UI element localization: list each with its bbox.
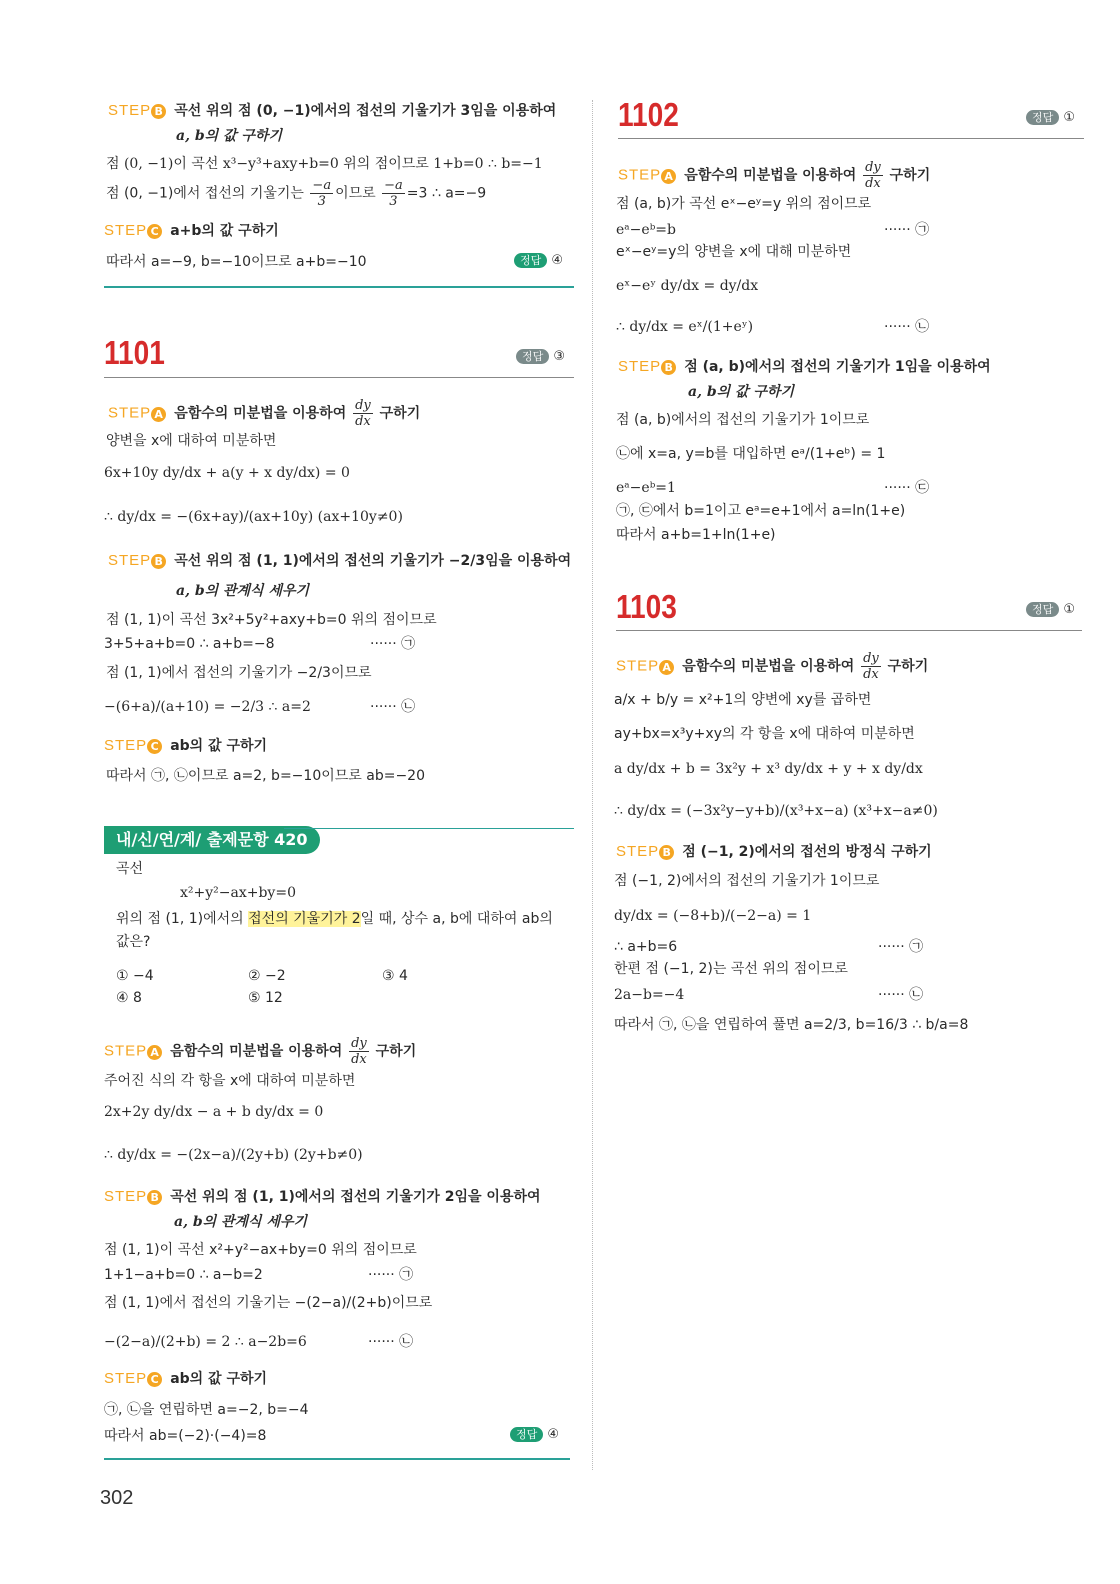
equation-marker: ······ ㉡ <box>370 699 416 715</box>
equation: ∴ dy/dx = (−3x²y−y+b)/(x³+x−a) (x³+x−a≠0) <box>614 803 938 819</box>
solution-line: ㉠, ㉢에서 b=1이고 eᵃ=e+1에서 a=ln(1+e) <box>616 503 906 519</box>
solution-line: 점 (1, 1)이 곡선 3x²+5y²+axy+b=0 위의 점이므로 <box>106 612 437 628</box>
choice: ② −2 <box>248 968 286 984</box>
solution-line: ㉠, ㉡을 연립하면 a=−2, b=−4 <box>104 1402 309 1418</box>
solution-line: 점 (0, −1)이 곡선 x³−y³+axy+b=0 위의 점이므로 1+b=0 ∴ b=−1 <box>106 156 543 172</box>
step-b-subtitle: a, b의 관계식 세우기 <box>174 1214 308 1230</box>
problem-rule <box>104 377 574 378</box>
solution-line: 점 (1, 1)이 곡선 x²+y²−ax+by=0 위의 점이므로 <box>104 1242 417 1258</box>
equation: ∴ dy/dx = −(2x−a)/(2y+b) (2y+b≠0) <box>104 1147 363 1163</box>
choice: ① −4 <box>116 968 154 984</box>
step-b-subtitle: a, b의 값 구하기 <box>688 384 794 400</box>
tag-rule <box>284 828 574 829</box>
page-number: 302 <box>100 1487 134 1509</box>
step-a-header: STEP A 음함수의 미분법을 이용하여 $\frac{dy}{dx}$ 구하기 <box>104 1036 417 1067</box>
equation: ∴ dy/dx = eˣ/(1+eʸ) <box>616 319 754 335</box>
column-divider <box>592 100 593 1470</box>
equation: eᵃ−eᵇ=b <box>616 222 676 238</box>
equation: dy/dx = (−8+b)/(−2−a) = 1 <box>614 908 812 924</box>
solution-line: 양변을 x에 대하여 미분하면 <box>106 433 277 449</box>
step-b-subtitle: a, b의 값 구하기 <box>176 128 282 144</box>
highlight: 접선의 기울기가 2 <box>248 911 361 927</box>
equation-marker: ······ ㉠ <box>368 1267 414 1283</box>
problem-number: 1103 <box>616 588 677 625</box>
solution-line: ㉡에 x=a, y=b를 대입하면 eᵃ/(1+eᵇ) = 1 <box>616 446 886 462</box>
solution-line: 따라서 ㉠, ㉡이므로 a=2, b=−10이므로 ab=−20 <box>106 768 425 784</box>
answer-badge: 정답 ③ <box>516 349 565 364</box>
equation: −(2−a)/(2+b) = 2 ∴ a−2b=6 <box>104 1334 307 1350</box>
solution-line: 주어진 식의 각 항을 x에 대하여 미분하면 <box>104 1073 356 1089</box>
answer-badge: 정답 ① <box>1026 602 1075 617</box>
step-b-header: STEP B 곡선 위의 점 (1, 1)에서의 접선의 기울기가 2임을 이용하여 <box>104 1188 541 1205</box>
solution-line: eˣ−eʸ=y의 양변을 x에 대해 미분하면 <box>616 244 852 260</box>
solution-line: 1+1−a+b=0 ∴ a−b=2 <box>104 1267 263 1283</box>
equation: 2a−b=−4 <box>614 987 685 1003</box>
step-a-header: STEP A 음함수의 미분법을 이용하여 $\frac{dy}{dx}$ 구하기 <box>108 398 421 429</box>
question-text: 위의 점 (1, 1)에서의 접선의 기울기가 2일 때, 상수 a, b에 대하여 ab의 <box>116 911 553 927</box>
step-a-header: STEP A 음함수의 미분법을 이용하여 $\frac{dy}{dx}$ 구하기 <box>618 160 931 191</box>
section-divider <box>104 1458 570 1460</box>
solution-line: 점 (1, 1)에서 접선의 기울기가 −2/3이므로 <box>106 665 372 681</box>
step-c-header: STEP C ab의 값 구하기 <box>104 737 268 754</box>
solution-line: 점 (0, −1)에서 접선의 기울기는 $\frac{-a}{3}$ 이므로 $\frac{-a}{3}$ =3 ∴ a=−9 <box>106 178 487 209</box>
solution-line: ay+bx=x³y+xy의 각 항을 x에 대하여 미분하면 <box>614 726 915 742</box>
solution-line: 3+5+a+b=0 ∴ a+b=−8 <box>104 636 275 652</box>
equation: 2x+2y dy/dx − a + b dy/dx = 0 <box>104 1104 324 1120</box>
equation-marker: ······ ㉡ <box>878 987 924 1003</box>
equation-marker: ······ ㉢ <box>884 480 930 496</box>
step-b-header: STEP B 곡선 위의 점 (0, −1)에서의 접선의 기울기가 3임을 이용하여 <box>108 102 557 119</box>
equation-marker: ······ ㉠ <box>884 222 930 238</box>
equation-marker: ······ ㉡ <box>368 1334 414 1350</box>
problem-number: 1101 <box>104 334 165 371</box>
problem-rule <box>616 630 1082 631</box>
step-a-header: STEP A 음함수의 미분법을 이용하여 $\frac{dy}{dx}$ 구하기 <box>616 651 929 682</box>
question-equation: x²+y²−ax+by=0 <box>180 885 296 901</box>
solution-line: 따라서 a=−9, b=−10이므로 a+b=−10 <box>106 254 367 270</box>
equation: ∴ dy/dx = −(6x+ay)/(ax+10y) (ax+10y≠0) <box>104 509 403 525</box>
solution-line: 따라서 ㉠, ㉡을 연립하여 풀면 a=2/3, b=16/3 ∴ b/a=8 <box>614 1017 969 1033</box>
equation-marker: ······ ㉡ <box>884 319 930 335</box>
choice: ④ 8 <box>116 990 142 1006</box>
problem-number: 1102 <box>618 96 679 133</box>
solution-line: ∴ a+b=6 <box>614 939 678 955</box>
question-text: 곡선 <box>116 861 144 877</box>
problem-rule <box>618 138 1084 139</box>
linked-problem-tag: 내/신/연/계/ 출제문항 420 <box>104 826 320 854</box>
choice: ③ 4 <box>382 968 408 984</box>
step-c-header: STEP C ab의 값 구하기 <box>104 1370 268 1387</box>
solution-line: 따라서 a+b=1+ln(1+e) <box>616 527 776 543</box>
solution-line: 점 (1, 1)에서 접선의 기울기는 −(2−a)/(2+b)이므로 <box>104 1295 433 1311</box>
question-text: 값은? <box>116 934 151 950</box>
step-c-header: STEP C a+b의 값 구하기 <box>104 222 279 239</box>
choice: ⑤ 12 <box>248 990 283 1006</box>
section-divider <box>104 286 574 288</box>
step-b-header: STEP B 곡선 위의 점 (1, 1)에서의 접선의 기울기가 −2/3임을 이용하여 <box>108 552 572 569</box>
equation: eᵃ−eᵇ=1 <box>616 480 676 496</box>
step-b-header: STEP B 점 (a, b)에서의 접선의 기울기가 1임을 이용하여 <box>618 358 991 375</box>
solution-line: a/x + b/y = x²+1의 양변에 xy를 곱하면 <box>614 692 872 708</box>
solution-line: 점 (−1, 2)에서의 접선의 기울기가 1이므로 <box>614 873 880 889</box>
answer-badge: 정답 ④ <box>514 253 563 268</box>
equation-marker: ······ ㉠ <box>370 636 416 652</box>
step-b-header: STEP B 점 (−1, 2)에서의 접선의 방정식 구하기 <box>616 843 932 860</box>
equation-marker: ······ ㉠ <box>878 939 924 955</box>
step-b-subtitle: a, b의 관계식 세우기 <box>176 583 310 599</box>
solution-line: 한편 점 (−1, 2)는 곡선 위의 점이므로 <box>614 961 848 977</box>
equation: −(6+a)/(a+10) = −2/3 ∴ a=2 <box>104 699 311 715</box>
equation: eˣ−eʸ dy/dx = dy/dx <box>616 278 759 294</box>
solution-line: 점 (a, b)가 곡선 eˣ−eʸ=y 위의 점이므로 <box>616 196 872 212</box>
equation: a dy/dx + b = 3x²y + x³ dy/dx + y + x dy/dx <box>614 761 923 777</box>
answer-badge: 정답 ① <box>1026 110 1075 125</box>
solution-line: 점 (a, b)에서의 접선의 기울기가 1이므로 <box>616 412 870 428</box>
equation: 6x+10y dy/dx + a(y + x dy/dx) = 0 <box>104 465 350 481</box>
solution-line: 따라서 ab=(−2)·(−4)=8 <box>104 1428 267 1444</box>
answer-badge: 정답 ④ <box>510 1427 559 1442</box>
